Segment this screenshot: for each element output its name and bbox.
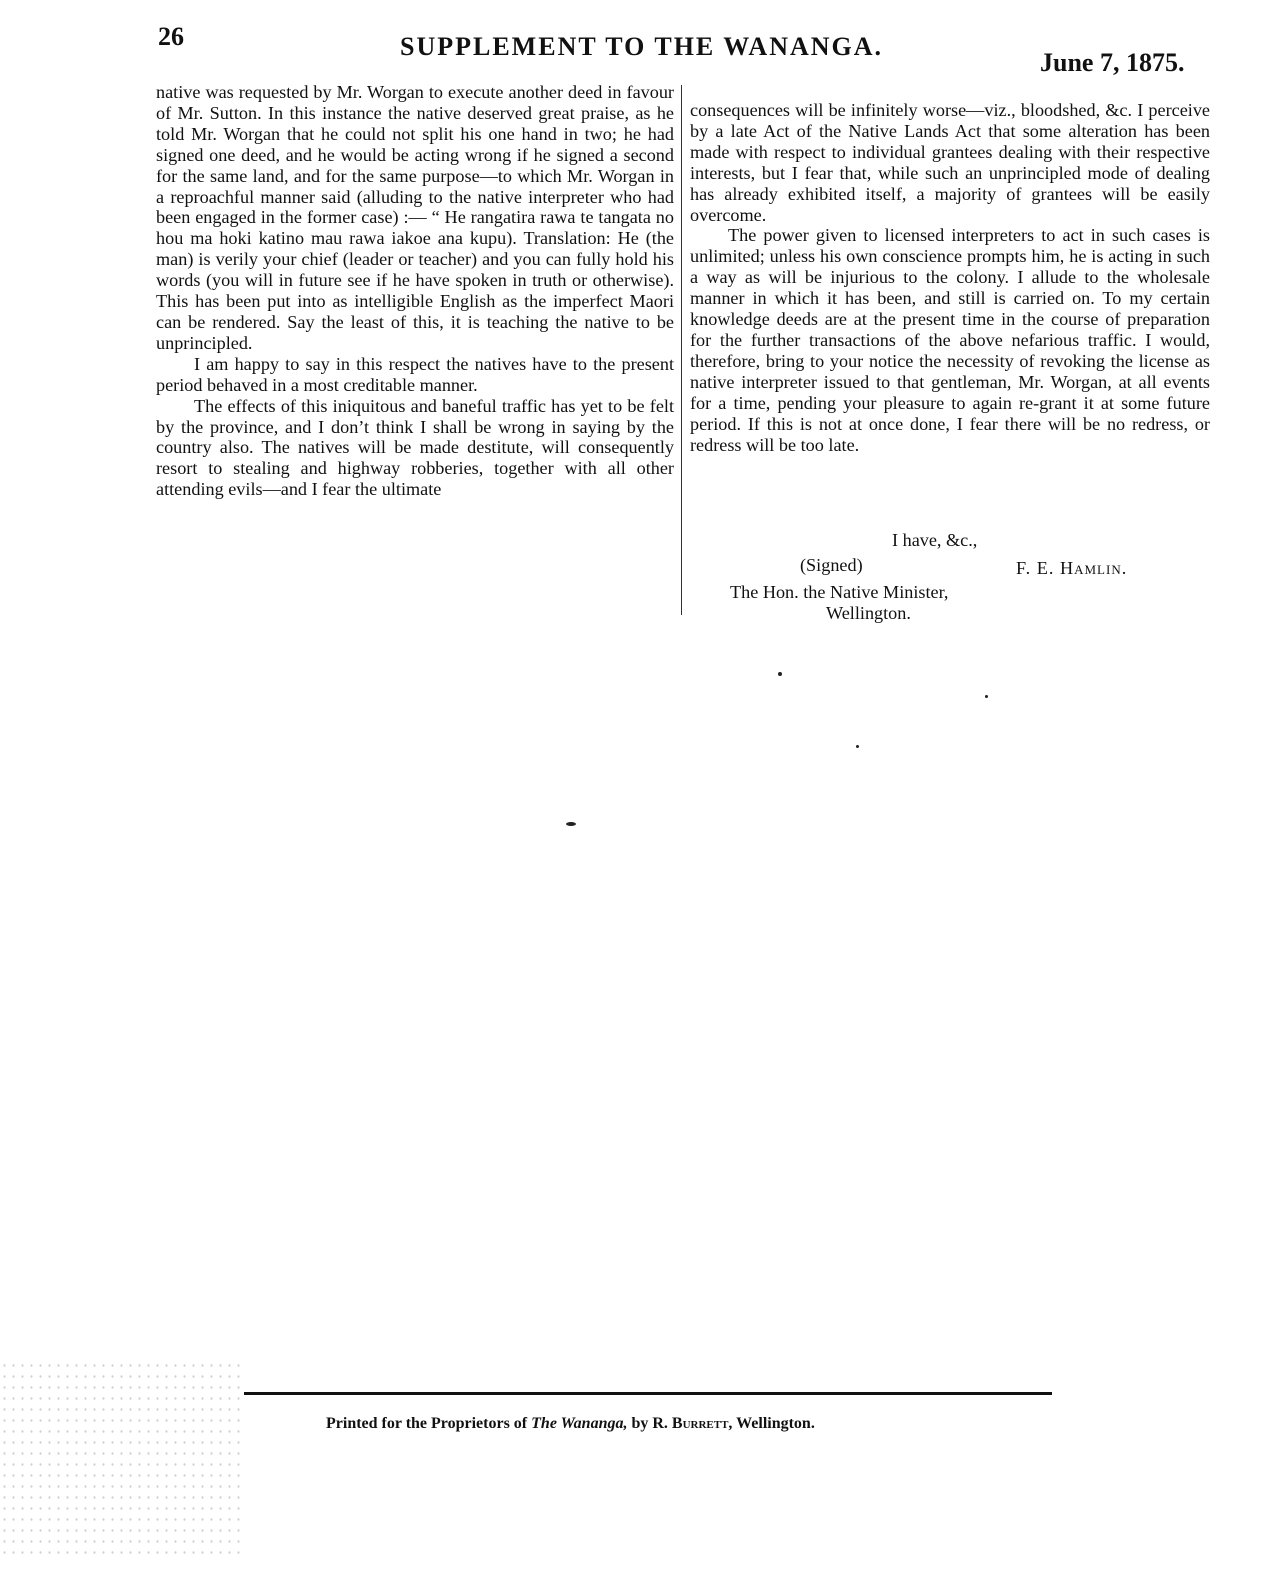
imprint-by: by R. (627, 1415, 672, 1432)
imprint-paper: The Wananga, (531, 1415, 628, 1432)
imprint-prefix: Printed for the Proprietors of (326, 1415, 532, 1432)
left-paragraph-2: I am happy to say in this respect the natives have to the present period behaved in a most creditable manner. (156, 353, 674, 395)
left-paragraph-3: The effects of this iniquitous and baneful traffic has yet to be felt by the province, and I don’t think I shall be wrong in saying by the country also. The natives will be made destitute, will consequently resort to stealing and highway robberies, together with all other attending evils—and I fear the ultimate (156, 395, 674, 500)
footer-rule (244, 1392, 1052, 1395)
printer-imprint (326, 1415, 815, 1433)
signoff-closing: I have, &c., (892, 530, 978, 550)
scan-noise (0, 1360, 240, 1560)
imprint-city: Wellington. (732, 1415, 815, 1432)
page-number: 26 (158, 22, 184, 51)
speck-3 (566, 822, 576, 826)
right-paragraph-1: consequences will be infinitely worse—viz., bloodshed, &c. I perceive by a late Act of the Native Lands Act that some alteration has been made with respect to individual grantees dealing with their respective interests, but I fear that, while such an unprincipled mode of dealing has already exhibited itself, a majority of grantees will be easily overcome. (690, 100, 1210, 225)
imprint-printer: Burrett, (671, 1415, 733, 1432)
signoff-addressee: The Hon. the Native Minister, (730, 582, 949, 602)
issue-date: June 7, 1875. (1040, 48, 1185, 77)
left-paragraph-1: native was requested by Mr. Worgan to execute another deed in favour of Mr. Sutton. In this instance the native deserved great praise, as he told Mr. Worgan that he could not split his one hand in two; he had signed one deed, and he would be acting wrong if he signed a second for the same land, and for the same purpose—to which Mr. Worgan in a reproachful manner said (alluding to the native interpreter who had been engaged in the former case) :— “ He rangatira rawa te tangata no hou ma hoki katino mau rawa iakoe ana kupu). Translation: He (the man) is verily your chief (leader or teacher) and you can fully hold his words (you will in future see if he have spoken in truth or otherwise). This has been put into as intelligible English as the imperfect Maori can be rendered. Say the least of this, it is teaching the native to be unprincipled. (156, 82, 674, 353)
signoff-initials: F. E. (1016, 558, 1055, 578)
speck-2 (985, 695, 988, 698)
speck-1 (778, 672, 782, 676)
left-column (156, 82, 674, 500)
column-divider (681, 85, 682, 615)
masthead-title: SUPPLEMENT TO THE WANANGA. (400, 32, 884, 61)
right-paragraph-2: The power given to licensed interpreters to act in such cases is unlimited; unless his own conscience prompts him, he is acting in such a way as will be injurious to the colony. I allude to the wholesale manner in which it has been, and still is carried on. To my certain knowledge deeds are at the present time in the course of preparation for the further transactions of the above nefarious traffic. I would, therefore, bring to your notice the necessity of revoking the license as native interpreter issued to that gentleman, Mr. Worgan, at all events for a time, pending your pleasure to again re-grant it at some future period. If this is not at once done, I fear there will be no redress, or redress will be too late. (690, 225, 1210, 455)
signoff-surname: Hamlin. (1059, 558, 1128, 578)
signoff-signed: (Signed) (800, 555, 863, 575)
signoff-name (1016, 558, 1127, 578)
speck-4 (856, 745, 859, 748)
right-column (690, 100, 1210, 455)
signoff-place: Wellington. (826, 603, 911, 623)
